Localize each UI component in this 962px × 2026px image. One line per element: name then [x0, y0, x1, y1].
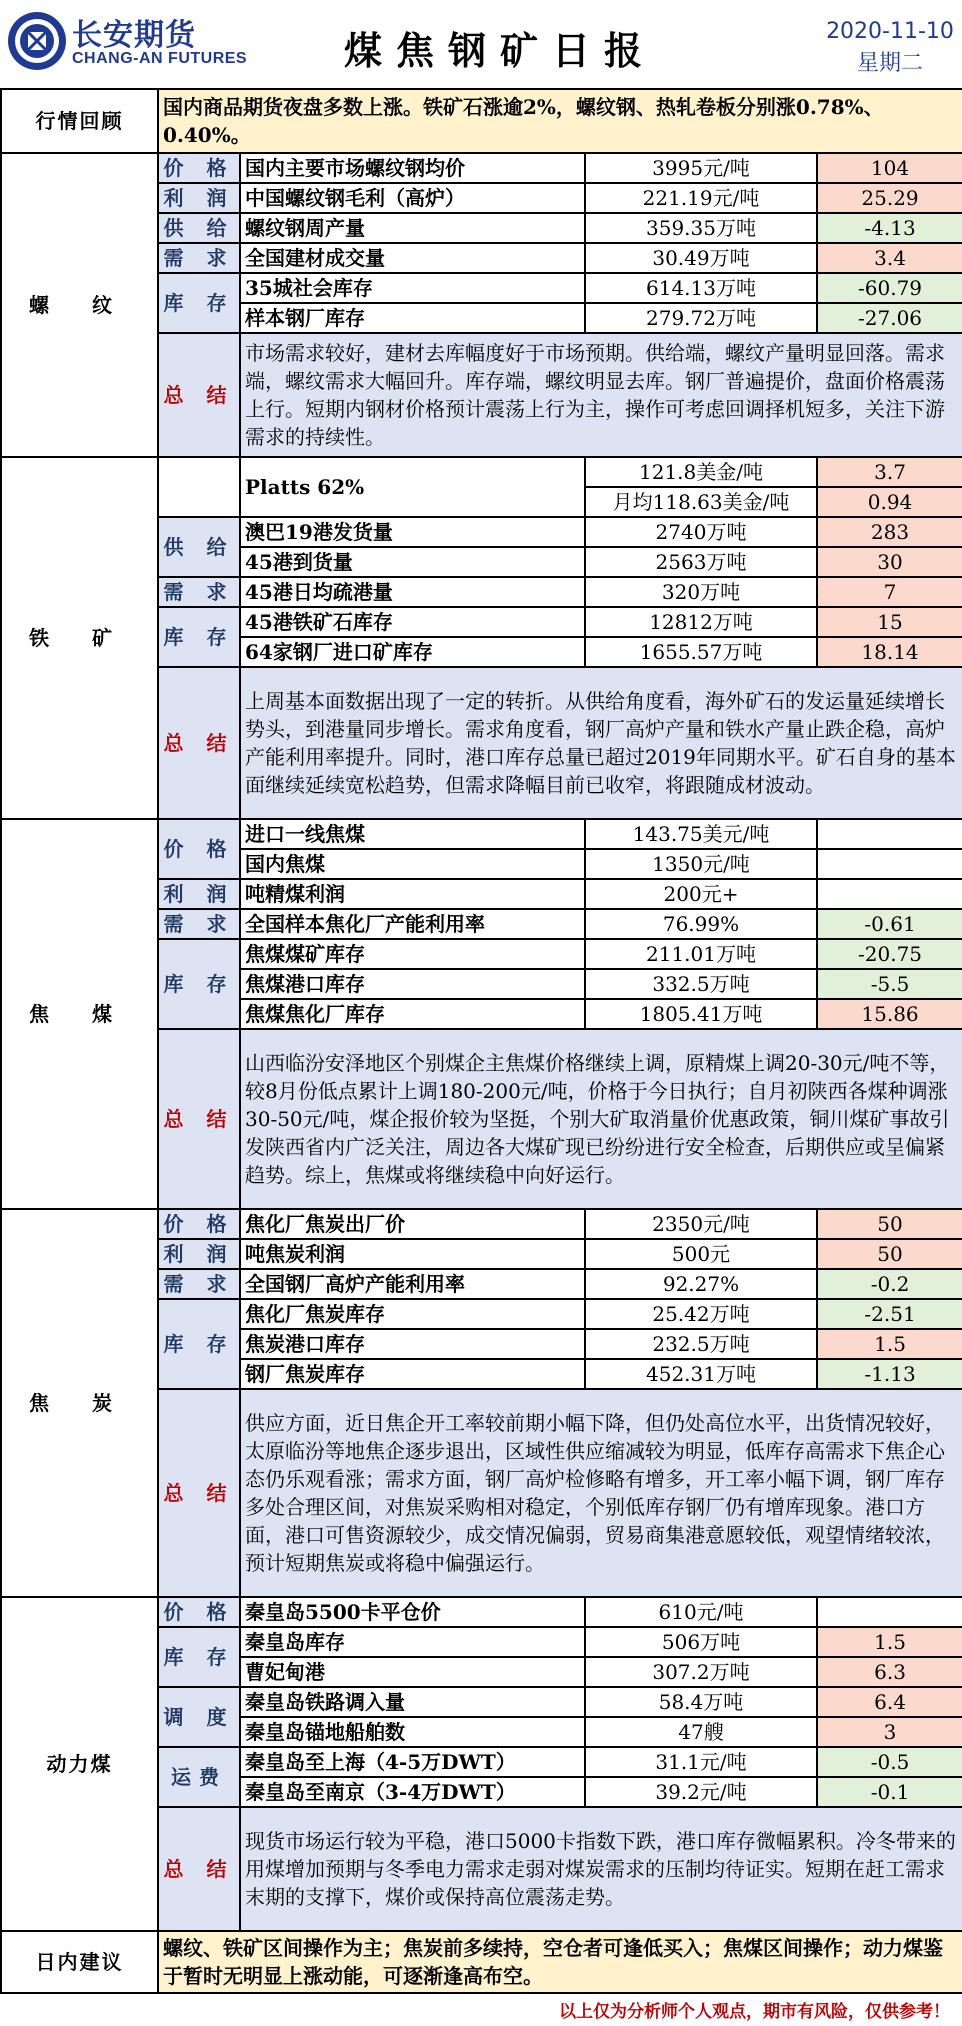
thermal_coal-item-change: 3: [817, 1717, 962, 1747]
rebar-item-value: 30.49万吨: [585, 243, 817, 273]
thermal_coal-item-value: 39.2元/吨: [585, 1777, 817, 1807]
rebar-category-label: 需 求: [158, 243, 240, 273]
rebar-item-change: 25.29: [817, 183, 962, 213]
iron-item-name: 64家钢厂进口矿库存: [240, 637, 585, 667]
report-table: [0, 88, 962, 1994]
iron-item-change: 30: [817, 547, 962, 577]
coke-item-value: 25.42万吨: [585, 1299, 817, 1329]
rebar-item-change: -60.79: [817, 273, 962, 303]
rebar-category-label: 供 给: [158, 213, 240, 243]
coking_coal-category-label: 价 格: [158, 819, 240, 879]
coking_coal-item-value: 76.99%: [585, 909, 817, 939]
iron-platts-category: [158, 457, 240, 517]
thermal_coal-item-value: 47艘: [585, 1717, 817, 1747]
coke-item-value: 232.5万吨: [585, 1329, 817, 1359]
iron-category-label: 供 给: [158, 517, 240, 577]
thermal_coal-item-change: 1.5: [817, 1627, 962, 1657]
iron-item-change: 7: [817, 577, 962, 607]
coke-item-value: 452.31万吨: [585, 1359, 817, 1389]
thermal_coal-summary-text: 现货市场运行较为平稳，港口5000卡指数下跌，港口库存微幅累积。冷冬带来的用煤增加预期与冬季电力需求走弱对煤炭需求的压制均待证实。短期在赶工需求末期的支撑下，煤价或保持高位震荡走势。: [240, 1807, 962, 1931]
coke-item-change: 1.5: [817, 1329, 962, 1359]
thermal_coal-item-value: 31.1元/吨: [585, 1747, 817, 1777]
coking_coal-item-value: 1350元/吨: [585, 849, 817, 879]
rebar-data-row: [1, 153, 962, 183]
coke-category-label: 价 格: [158, 1209, 240, 1239]
iron-platts-row: [1, 457, 962, 487]
thermal_coal-item-value: 58.4万吨: [585, 1687, 817, 1717]
rebar-category-label: 价 格: [158, 153, 240, 183]
thermal_coal-item-change: -0.5: [817, 1747, 962, 1777]
rebar-summary-text: 市场需求较好，建材去库幅度好于市场预期。供给端，螺纹产量明显回落。需求端，螺纹需求大幅回升。库存端，螺纹明显去库。钢厂普遍提价，盘面价格震荡上行。短期内钢材价格预计震荡上行为主，操作可考虑回调择机短多，关注下游需求的持续性。: [240, 333, 962, 457]
rebar-item-name: 中国螺纹钢毛利（高炉）: [240, 183, 585, 213]
thermal_coal-category-label: 运费: [158, 1747, 240, 1807]
rebar-item-change: 3.4: [817, 243, 962, 273]
iron-item-name: 45港铁矿石库存: [240, 607, 585, 637]
coking_coal-item-name: 吨精煤利润: [240, 879, 585, 909]
coking_coal-item-name: 国内焦煤: [240, 849, 585, 879]
rebar-item-name: 样本钢厂库存: [240, 303, 585, 333]
thermal_coal-category-label: 价 格: [158, 1597, 240, 1627]
coke-item-name: 焦化厂焦炭出厂价: [240, 1209, 585, 1239]
coking_coal-category-label: 需 求: [158, 909, 240, 939]
iron-category-label: 库 存: [158, 607, 240, 667]
rebar-item-value: 359.35万吨: [585, 213, 817, 243]
coking_coal-item-change: -5.5: [817, 969, 962, 999]
coking_coal-category-label: 库 存: [158, 939, 240, 1029]
coking_coal-summary-text: 山西临汾安泽地区个别煤企主焦煤价格继续上调，原精煤上调20-30元/吨不等，较8月份低点累计上调180-200元/吨，价格于今日执行；自月初陕西各煤种调涨30-50元/吨，煤企报价较为坚挺，个别大矿取消量价优惠政策，铜川煤矿事故引发陕西省内广泛关注，周边各大煤矿现已纷纷进行安全检查，后期供应或呈偏紧趋势。综上，焦煤或将继续稳中向好运行。: [240, 1029, 962, 1209]
thermal_coal-category-label: 调 度: [158, 1687, 240, 1747]
coke-item-name: 全国钢厂高炉产能利用率: [240, 1269, 585, 1299]
rebar-section-label: 螺 纹: [1, 153, 158, 457]
thermal_coal-item-change: 6.3: [817, 1657, 962, 1687]
iron-platts-change: 0.94: [817, 487, 962, 517]
coking_coal-item-value: 332.5万吨: [585, 969, 817, 999]
rebar-item-value: 3995元/吨: [585, 153, 817, 183]
coking_coal-item-change: [817, 819, 962, 849]
coking_coal-category-label: 利 润: [158, 879, 240, 909]
coke-summary-text: 供应方面，近日焦企开工率较前期小幅下降，但仍处高位水平，出货情况较好，太原临汾等地焦企逐步退出，区域性供应缩减较为明显，低库存高需求下焦企心态仍乐观看涨；需求方面，钢厂高炉检修略有增多，开工率小幅下调，钢厂库存多处合理区间，对焦炭采购相对稳定，个别低库存钢厂仍有增库现象。港口方面，港口可售资源较少，成交情况偏弱，贸易商集港意愿较低，观望情绪较浓，预计短期焦炭或将稳中偏强运行。: [240, 1389, 962, 1597]
rebar-item-change: -27.06: [817, 303, 962, 333]
coke-item-change: 50: [817, 1209, 962, 1239]
iron-summary-label: 总 结: [158, 667, 240, 819]
rebar-item-name: 35城社会库存: [240, 273, 585, 303]
rebar-item-value: 614.13万吨: [585, 273, 817, 303]
coking_coal-item-name: 焦煤港口库存: [240, 969, 585, 999]
iron-item-name: 45港到货量: [240, 547, 585, 577]
iron-item-change: 18.14: [817, 637, 962, 667]
disclaimer: [0, 1998, 962, 2026]
coke-category-label: 库 存: [158, 1299, 240, 1389]
coke-item-name: 钢厂焦炭库存: [240, 1359, 585, 1389]
overview-label: 行情回顾: [1, 89, 158, 153]
report-date: 2020-11-10: [826, 19, 954, 44]
coke-category-label: 利 润: [158, 1239, 240, 1269]
thermal_coal-data-row: [1, 1597, 962, 1627]
thermal_coal-category-label: 库 存: [158, 1627, 240, 1687]
coking_coal-item-name: 焦煤煤矿库存: [240, 939, 585, 969]
coking_coal-item-change: -20.75: [817, 939, 962, 969]
iron-item-value: 1655.57万吨: [585, 637, 817, 667]
rebar-item-name: 全国建材成交量: [240, 243, 585, 273]
iron-platts-value: 月均118.63美金/吨: [585, 487, 817, 517]
iron-item-name: 45港日均疏港量: [240, 577, 585, 607]
rebar-item-name: 国内主要市场螺纹钢均价: [240, 153, 585, 183]
coke-item-value: 2350元/吨: [585, 1209, 817, 1239]
coking_coal-item-change: -0.61: [817, 909, 962, 939]
coking_coal-item-value: 1805.41万吨: [585, 999, 817, 1029]
iron-item-value: 12812万吨: [585, 607, 817, 637]
rebar-item-value: 279.72万吨: [585, 303, 817, 333]
thermal_coal-item-name: 秦皇岛至上海（4-5万DWT）: [240, 1747, 585, 1777]
advice-text: 螺纹、铁矿区间操作为主；焦炭前多续持，空仓者可逢低买入；焦煤区间操作；动力煤鉴于暂时无明显上涨动能，可逐渐逢高布空。: [158, 1931, 962, 1993]
iron-item-value: 2740万吨: [585, 517, 817, 547]
advice-label: 日内建议: [1, 1931, 158, 1993]
overview-text: 国内商品期货夜盘多数上涨。铁矿石涨逾2%，螺纹钢、热轧卷板分别涨0.78%、0.40%。: [158, 89, 962, 153]
coke-item-change: -0.2: [817, 1269, 962, 1299]
coke-item-change: 50: [817, 1239, 962, 1269]
rebar-item-change: -4.13: [817, 213, 962, 243]
coking_coal-item-change: 15.86: [817, 999, 962, 1029]
brand-name-en: CHANG-AN FUTURES: [72, 50, 248, 67]
thermal_coal-summary-label: 总 结: [158, 1807, 240, 1931]
thermal_coal-item-name: 曹妃甸港: [240, 1657, 585, 1687]
advice-row: [1, 1931, 962, 1993]
thermal_coal-item-value: 307.2万吨: [585, 1657, 817, 1687]
coke-item-value: 92.27%: [585, 1269, 817, 1299]
thermal_coal-item-name: 秦皇岛5500卡平仓价: [240, 1597, 585, 1627]
iron-item-value: 2563万吨: [585, 547, 817, 577]
coking_coal-item-name: 焦煤焦化厂库存: [240, 999, 585, 1029]
coke-data-row: [1, 1209, 962, 1239]
iron-section-label: 铁 矿: [1, 457, 158, 819]
coke-item-change: -2.51: [817, 1299, 962, 1329]
iron-item-value: 320万吨: [585, 577, 817, 607]
report-weekday: 星期二: [856, 51, 923, 76]
iron-summary-text: 上周基本面数据出现了一定的转折。从供给角度看，海外矿石的发运量延续增长势头，到港量同步增长。需求角度看，钢厂高炉产量和铁水产量止跌企稳，高炉产能利用率提升。同时，港口库存总量已超过2019年同期水平。矿石自身的基本面继续延续宽松趋势，但需求降幅目前已收窄，将跟随成材波动。: [240, 667, 962, 819]
rebar-category-label: 库 存: [158, 273, 240, 333]
overview-row: [1, 89, 962, 153]
coke-item-value: 500元: [585, 1239, 817, 1269]
iron-category-label: 需 求: [158, 577, 240, 607]
iron-item-name: 澳巴19港发货量: [240, 517, 585, 547]
rebar-item-value: 221.19元/吨: [585, 183, 817, 213]
coking_coal-item-change: [817, 849, 962, 879]
iron-platts-change: 3.7: [817, 457, 962, 487]
coke-section-label: 焦 炭: [1, 1209, 158, 1597]
report-header: [0, 0, 962, 90]
thermal_coal-item-change: -0.1: [817, 1777, 962, 1807]
report-date-block: [820, 16, 960, 80]
brand-name-cn: 长安期货: [72, 18, 196, 53]
coke-item-name: 焦炭港口库存: [240, 1329, 585, 1359]
report-title: 煤焦钢矿日报: [343, 29, 656, 73]
thermal_coal-item-name: 秦皇岛锚地船舶数: [240, 1717, 585, 1747]
rebar-summary-label: 总 结: [158, 333, 240, 457]
rebar-category-label: 利 润: [158, 183, 240, 213]
rebar-item-change: 104: [817, 153, 962, 183]
coke-summary-label: 总 结: [158, 1389, 240, 1597]
coke-category-label: 需 求: [158, 1269, 240, 1299]
coking_coal-item-value: 200元+: [585, 879, 817, 909]
chang-an-logo-icon: [6, 10, 68, 72]
rebar-item-name: 螺纹钢周产量: [240, 213, 585, 243]
iron-platts-item: Platts 62%: [240, 457, 585, 517]
coking_coal-item-change: [817, 879, 962, 909]
iron-item-change: 15: [817, 607, 962, 637]
coke-item-name: 焦化厂焦炭库存: [240, 1299, 585, 1329]
coking_coal-section-label: 焦 煤: [1, 819, 158, 1209]
coking_coal-data-row: [1, 819, 962, 849]
coking_coal-item-value: 143.75美元/吨: [585, 819, 817, 849]
thermal_coal-item-name: 秦皇岛铁路调入量: [240, 1687, 585, 1717]
coking_coal-summary-label: 总 结: [158, 1029, 240, 1209]
coke-item-change: -1.13: [817, 1359, 962, 1389]
thermal_coal-item-change: [817, 1597, 962, 1627]
iron-platts-value: 121.8美金/吨: [585, 457, 817, 487]
coke-item-name: 吨焦炭利润: [240, 1239, 585, 1269]
thermal_coal-item-change: 6.4: [817, 1687, 962, 1717]
coking_coal-item-name: 全国样本焦化厂产能利用率: [240, 909, 585, 939]
thermal_coal-section-label: 动力煤: [1, 1597, 158, 1931]
thermal_coal-item-name: 秦皇岛至南京（3-4万DWT）: [240, 1777, 585, 1807]
coking_coal-item-name: 进口一线焦煤: [240, 819, 585, 849]
disclaimer-text: 以上仅为分析师个人观点，期市有风险，仅供参考！: [559, 2002, 950, 2022]
thermal_coal-item-name: 秦皇岛库存: [240, 1627, 585, 1657]
thermal_coal-item-value: 506万吨: [585, 1627, 817, 1657]
iron-item-change: 283: [817, 517, 962, 547]
coking_coal-item-value: 211.01万吨: [585, 939, 817, 969]
thermal_coal-item-value: 610元/吨: [585, 1597, 817, 1627]
